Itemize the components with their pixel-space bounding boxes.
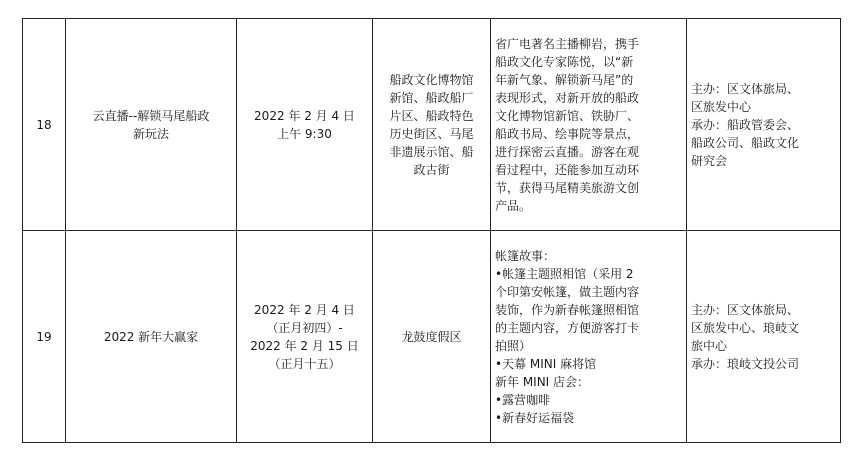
- event-description-line: 装饰，作为新春帐篷照相馆: [495, 302, 640, 317]
- event-place-line: 政古街: [413, 162, 450, 177]
- event-organizer-line: 承办：琅岐文投公司: [691, 356, 800, 371]
- event-place-line: 船政文化博物馆: [389, 72, 474, 87]
- event-description-line: 新年 MINI 店会：: [495, 374, 590, 389]
- event-description-line: 的主题内容，方便游客打卡: [495, 320, 640, 335]
- row-number: 19: [23, 231, 66, 443]
- event-time-cell: [237, 19, 373, 231]
- events-table: [22, 18, 841, 443]
- table-row: [23, 19, 841, 231]
- event-organizer-cell: [687, 19, 841, 231]
- event-organizer-line: 区旅发中心: [691, 99, 752, 114]
- event-time-cell: [237, 231, 373, 443]
- event-name-line: 新玩法: [132, 126, 169, 141]
- event-time-line: （正月初四）-: [266, 320, 343, 335]
- event-time-line: 上午 9:30: [277, 126, 332, 141]
- table-row: [23, 231, 841, 443]
- event-time-line: 2022 年 2 月 4 日: [254, 302, 355, 317]
- event-description-line: •新春好运福袋: [495, 410, 575, 425]
- event-description-line: 船政文化专家陈悦，以“新: [495, 54, 634, 69]
- event-description-line: 看过程中，还能参加互动环: [495, 162, 640, 177]
- event-description-line: 帐篷故事：: [495, 248, 556, 263]
- event-name-cell: [66, 231, 237, 443]
- event-description-line: 文化博物馆新馆、铁胁厂、: [495, 108, 640, 123]
- event-description-line: •天幕 MINI 麻将馆: [495, 356, 597, 371]
- event-organizer-line: 研究会: [691, 153, 728, 168]
- event-place-line: 片区、船政特色: [389, 108, 474, 123]
- event-organizer-line: 主办：区文体旅局、: [691, 302, 800, 317]
- event-description-line: 省广电著名主播柳岩，携手: [495, 36, 640, 51]
- event-organizer-cell: [687, 231, 841, 443]
- event-description-line: 个印第安帐篷，做主题内容: [495, 284, 640, 299]
- event-description-line: 拍照）: [495, 338, 532, 353]
- event-organizer-line: 承办：船政管委会、: [691, 117, 800, 132]
- event-organizer-line: 主办：区文体旅局、: [691, 81, 800, 96]
- event-place-cell: [373, 231, 491, 443]
- event-place-line: 非遗展示馆、船: [389, 144, 474, 159]
- event-description-line: 表现形式，对新开放的船政: [495, 90, 640, 105]
- event-description-line: 年新气象、解锁新马尾”的: [495, 72, 634, 87]
- event-time-line: 2022 年 2 月 4 日: [254, 108, 355, 123]
- event-organizer-line: 区旅发中心、琅岐文: [691, 320, 800, 335]
- row-number: 18: [23, 19, 66, 231]
- event-name-line: 云直播--解锁马尾船政: [92, 108, 210, 123]
- event-description-line: 节，获得马尾精美旅游文创: [495, 180, 640, 195]
- event-description-line: 船政书局、绘事院等景点，: [495, 126, 640, 141]
- event-description-line: 产品。: [495, 198, 532, 213]
- event-description-line: 进行探密云直播。游客在观: [495, 144, 640, 159]
- event-description-line: •露营咖啡: [495, 392, 551, 407]
- event-organizer-line: 旅中心: [691, 338, 728, 353]
- event-place-line: 历史街区、马尾: [389, 126, 474, 141]
- event-time-line: 2022 年 2 月 15 日: [250, 338, 359, 353]
- events-table-container: [22, 18, 840, 442]
- event-description-line: •帐篷主题照相馆（采用 2: [495, 266, 634, 281]
- event-description-cell: [491, 19, 687, 231]
- event-place-cell: [373, 19, 491, 231]
- event-name-cell: [66, 19, 237, 231]
- event-place-line: 龙鼓度假区: [401, 329, 462, 344]
- event-description-cell: [491, 231, 687, 443]
- event-name-line: 2022 新年大赢家: [103, 329, 199, 344]
- event-place-line: 新馆、船政船厂: [389, 90, 474, 105]
- event-time-line: （正月十五）: [268, 356, 341, 371]
- event-organizer-line: 船政公司、船政文化: [691, 135, 800, 150]
